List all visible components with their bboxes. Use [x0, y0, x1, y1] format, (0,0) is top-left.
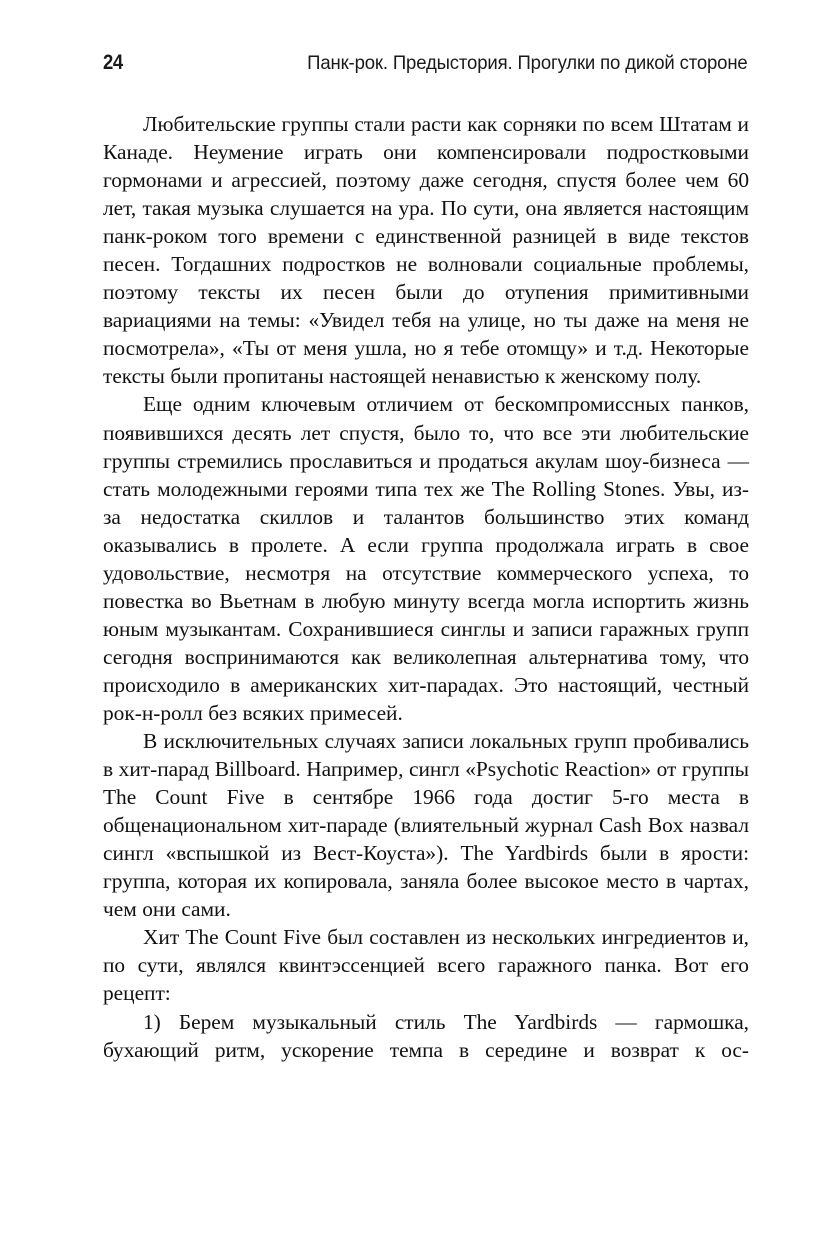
- paragraph: Хит The Count Five был составлен из нескольких ингредиентов и, по сути, являлся квинтэссенцией всего гаражного панка. Вот его рецепт:: [103, 925, 749, 1006]
- running-title: Панк-рок. Предыстория. Прогулки по дикой стороне: [307, 52, 748, 74]
- page-number: 24: [103, 51, 123, 74]
- paragraph: Любительские группы стали расти как сорняки по всем Штатам и Канаде. Неумение играть они компенсировали подростковыми гормонами и агрессией, поэтому даже сегодня, спустя более чем 60 лет, такая музыка слушается на ура. По сути, она является настоящим панк-роком того времени с единственной разницей в виде текстов песен. Тогдашних подростков не волновали социальные проблемы, поэтому тексты их песен были до отупения примитивными вариациями на темы: «Увидел тебя на улице, но ты даже на меня не посмотрела», «Ты от меня ушла, но я тебе отомщу» и т.д. Некоторые тексты были пропитаны настоящей ненавистью к женскому полу.: [103, 112, 749, 389]
- paragraph: В исключительных случаях записи локальных групп пробивались в хит-парад Billboard. Например, сингл «Psychotic Reaction» от группы The Count Five в сентябре 1966 года достиг 5-го места в общенациональном хит-параде (влиятельный журнал Cash Box назвал сингл «вспышкой из Вест-Коуста»). The Yardbirds были в ярости: группа, которая их копировала, заняла более высокое место в чартах, чем они сами.: [103, 729, 749, 922]
- paragraph-list-item: 1) Берем музыкальный стиль The Yardbirds — гармошка, бухающий ритм, ускорение темпа в середине и возврат к ос-: [103, 1009, 749, 1062]
- page-header: [103, 52, 748, 82]
- paragraph: Еще одним ключевым отличием от бескомпромиссных панков, появившихся десять лет спустя, было то, что все эти любительские группы стремились прославиться и продаться акулам шоу-бизнеса — стать молодежными героями типа тех же The Rolling Stones. Увы, из-за недостатка скиллов и талантов большинство этих команд оказывались в пролете. А если группа продолжала играть в свое удовольствие, несмотря на отсутствие коммерческого успеха, то повестка во Вьетнам в любую минуту всегда могла испортить жизнь юным музыкантам. Сохранившиеся синглы и записи гаражных групп сегодня воспринимаются как великолепная альтернатива тому, что происходило в американских хит-парадах. Это настоящий, честный рок-н-ролл без всяких примесей.: [103, 392, 749, 725]
- body-text-column: [103, 110, 749, 1064]
